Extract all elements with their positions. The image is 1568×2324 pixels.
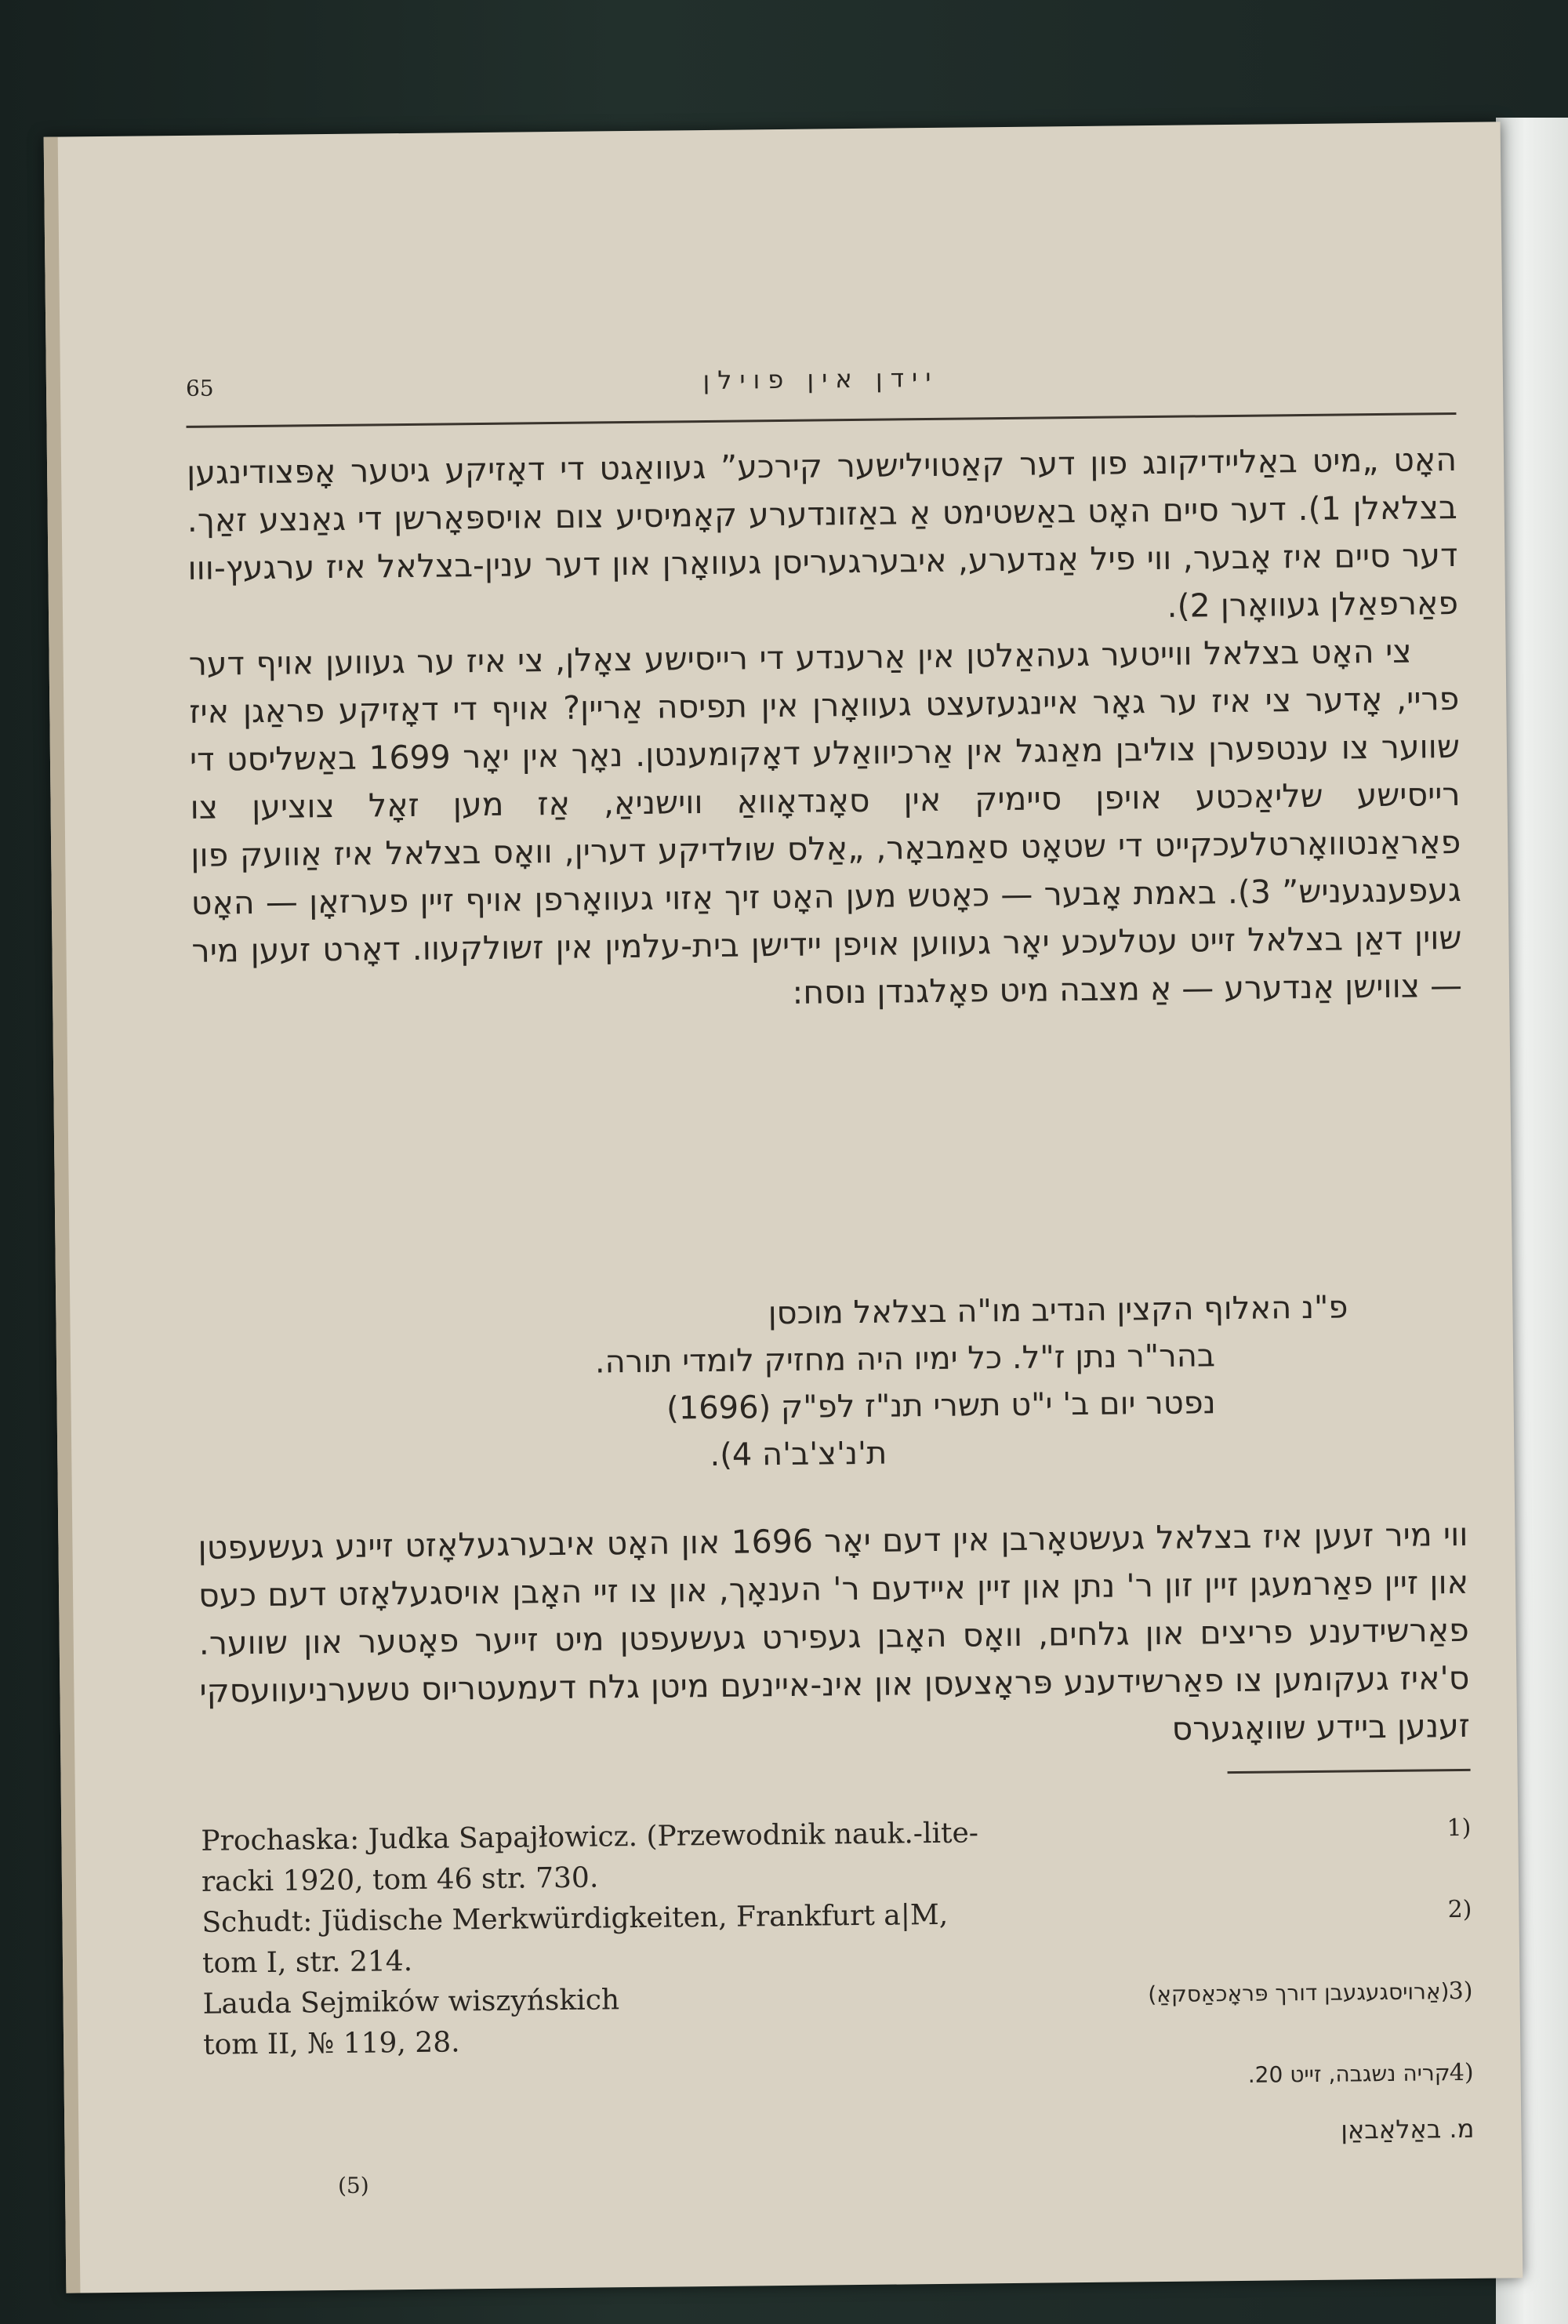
- paragraph-1: האָט „מיט באַליידיקונג פון דער קאַטוילישער קירכע” געוואַגט די דאָזיקע גיטער אָפּצודינגען בצלאלן 1). דער סיים האָט באַשטימט אַ באַזונדערע קאָמיסיע צום אויספּאָרשן די גאַנצע זאַך. דער סיים איז אָבער, ווי פיל אַנדערע, איבערגעריסן געוואָרן און דער ענין-בצלאל איז ערגעץ-ווו פאַרפאַלן געוואָרן 2).: [186, 440, 1459, 625]
- epitaph-line-2: בהר"ר נתן ז"ל. כל ימיו היה מחזיק לומדי תורה.: [594, 1338, 1216, 1381]
- running-title: יידן אין פוילן: [702, 362, 939, 396]
- epitaph-line-1: פ"נ האלוף הקצין הנדיב מו"ה בצלאל מוכסן: [768, 1289, 1348, 1332]
- footnote-mark: (4: [1449, 2058, 1474, 2087]
- footnote-latin: Prochaska: Judka Sapajłowicz. (Przewodnik nauk.-lite-: [201, 1817, 979, 1857]
- footnotes: [201, 1808, 1474, 2107]
- author-signature: מ. באַלאַבאַן: [1341, 2113, 1475, 2145]
- footnote-hebrew: (אַרויסגעגעבן דורך פּראָכאַסקאַ): [1148, 1978, 1450, 2008]
- main-text-continued: [198, 1479, 1471, 1796]
- page-header: [186, 350, 1457, 428]
- book-page: [44, 122, 1523, 2293]
- footnote-latin: Schudt: Jüdische Merkwürdigkeiten, Frankfurt a|M,: [201, 1898, 949, 1939]
- footnote-latin: tom II, № 119, 28.: [202, 2026, 460, 2061]
- epitaph-line-3: נפטר יום ב' י"ט תשרי תנ"ז לפ"ק (1696): [666, 1385, 1216, 1427]
- footnote-latin: racki 1920, tom 46 str. 730.: [201, 1861, 599, 1898]
- page-number: 65: [185, 375, 214, 401]
- epitaph-inscription: [195, 1283, 1467, 1484]
- paragraph-2: צי האָט בצלאל ווייטער געהאַלטן אין אַרענדע די רייסישע צאָלן, צי איז ער געווען אויף דער פריי, אָדער צי איז ער גאָר איינגעזעצט געוואָרן אין תפיסה אַריין? אויף די דאָזיקע פראַגן איז שווער צו ענטפערן צוליבן מאַנגל אין אַרכיוואַלע דאָקומענטן. נאָך אין יאָר 1699 באַשליסט די רייסישע שליאַכטע אויפן סיימיק אין סאָנדאָוואַ ווישניאַ, אַז מען זאָל צוציען צו פאַראַנטוואָרטלעכקייט די שטאָט סאַמבאָר, „אַלס שולדיקע דערין, וואָס בצלאל איז אַוועק פון געפענגעניש” 3). באמת אָבער — כאָטש מען האָט זיך אַזוי געוואָרפן אויף זיין פערזאָן — האָט שוין דאַן בצלאל זייט עטלעכע יאָר געווען אויפן יידישן בית-עלמין אין זשולקעוו. דאָרט זעען מיר — צווישן אַנדערע — אַ מצבה מיט פאָלגנדן נוסח:: [188, 632, 1463, 1011]
- footnote-mark: (3: [1448, 1977, 1473, 2006]
- footnote-latin: Lauda Sejmików wiszyńskich: [202, 1984, 620, 2021]
- epitaph-line-4: ת'נ'צ'ב'ה 4).: [710, 1435, 887, 1473]
- paragraph-3: ווי מיר זעען איז בצלאל געשטאָרבן אין דעם יאָר 1696 און האָט איבערגעלאָזט זיינע געשעפטן און זיין פאַרמעגן זיין זון ר' נתן און זיין איידעם ר' הענאָך, און צו זיי האָבן אויסגעלאָזט דעם כעס פאַרשידענע פריצים און גלחים, וואָס האָבן געפירט געשעפטן מיט זייער פאָטער און שווער. ס'איז געקומען צו פאַרשידענע פּראָצעסן און אינ-איינעם מיטן גלח דעמעטריוס טשערניעוועסקי זענען ביידע שוואָגערס: [198, 1515, 1471, 1748]
- main-text: [187, 436, 1463, 1023]
- footnote-mark: (1: [1446, 1814, 1472, 1843]
- footnote-hebrew: קריה נשגבה, זייט 20.: [1247, 2060, 1450, 2088]
- sheet-signature-mark: (5): [337, 2172, 369, 2199]
- footnote-latin: tom I, str. 214.: [201, 1945, 413, 1980]
- footnote-mark: (2: [1447, 1895, 1472, 1924]
